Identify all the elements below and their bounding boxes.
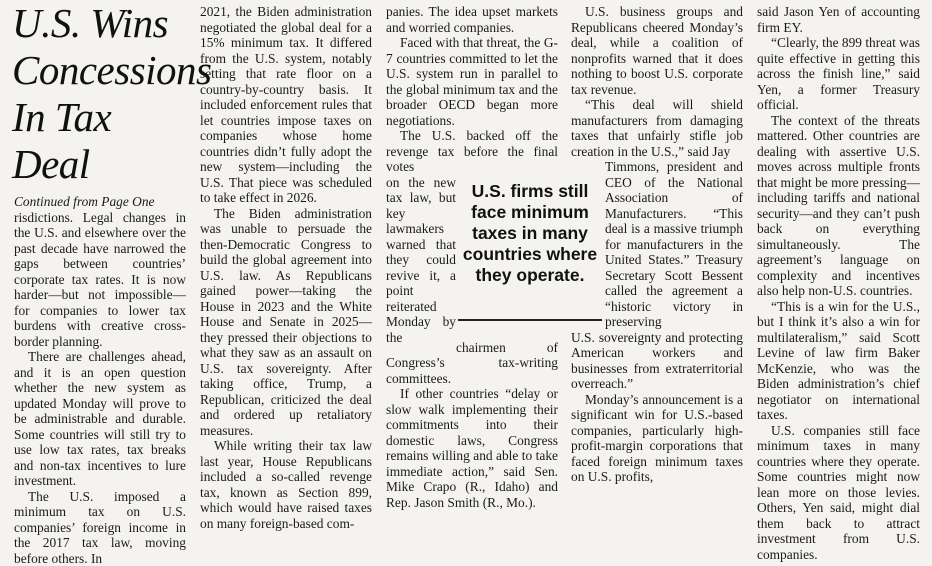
body-paragraph: risdictions. Legal changes in the U.S. and elsewhere over the past decade have narrowed the gaps between countries’ corporate tax rates. It is now harder—but not impossible—for companies to lower tax burdens with creative cross-border planning.	[14, 210, 186, 350]
body-paragraph: U.S. sovereignty and protecting American workers and businesses from extraterritorial overreach.”	[571, 330, 743, 392]
wrap-text: Timmons, president and CEO of the National Association of Manufacturers. “This deal is a massive triumph for manufacturers in the United States.” Treasury Secretary Scott Bessent called the agreement a “historic victory in preserving	[571, 159, 743, 330]
body-paragraph: 2021, the Biden administration negotiated the global deal for a 15% minimum tax. It differed from the U.S. system, notably setting that rate floor on a country-by-country basis. It included enforcement rules that let countries impose taxes on companies whose home countries didn’t fully adopt the new system—including the U.S. That piece was scheduled to take effect in 2026.	[200, 4, 372, 206]
body-paragraph: While writing their tax law last year, House Republicans included a so-called revenge tax, known as Section 899, which would have raised taxes on many foreign-based com-	[200, 438, 372, 531]
column-1	[14, 0, 186, 498]
body-paragraph: chairmen of Congress’s tax-writing committees.	[386, 175, 558, 387]
continued-from-label: Continued from Page One	[14, 194, 186, 210]
column-2	[200, 4, 372, 498]
body-paragraph: There are challenges ahead, and it is an open question whether the new system as updated Monday will prove to be administrable and durable. Some countries will still try to use low tax rates, tax breaks and non-tax incentives to lure investment.	[14, 349, 186, 489]
column-5	[757, 4, 920, 498]
pull-quote: U.S. firms still face minimum taxes in many countries where they operate.	[458, 173, 602, 321]
body-paragraph: panies. The idea upset markets and worried companies.	[386, 4, 558, 35]
body-paragraph: U.S. companies still face minimum taxes in many countries where they operate. Some countries might now lean more on those levies. Others, Yen said, might dial them back to attract investment from U.S. companies.	[757, 423, 920, 563]
body-paragraph: Faced with that threat, the G-7 countries committed to let the U.S. system run in parallel to the global minimum tax and the broader OECD began more negotiations.	[386, 35, 558, 128]
body-paragraph: said Jason Yen of accounting firm EY.	[757, 4, 920, 35]
body-paragraph: U.S. business groups and Republicans cheered Monday’s deal, while a coalition of nonprofits warned that it does nothing to boost U.S. corporate tax revenue.	[571, 4, 743, 97]
body-paragraph: Monday’s announcement is a significant win for U.S.-based companies, particularly high-profit-margin corporations that faced foreign minimum taxes on U.S. profits,	[571, 392, 743, 485]
body-paragraph: If other countries “delay or slow walk implementing their commitments into their domestic laws, Congress remains willing and able to take immediate action,” said Sen. Mike Crapo (R., Idaho) and Rep. Jason Smith (R., Mo.).	[386, 386, 558, 510]
body-paragraph: “This is a win for the U.S., but I think it’s also a win for multilateralism,” said Scott Levine of law firm Baker McKenzie, who was the Biden administration’s chief negotiator on international taxes.	[757, 299, 920, 423]
body-paragraph: The U.S. imposed a minimum tax on U.S. companies’ foreign income in the 2017 tax law, moving before others. In	[14, 489, 186, 566]
body-paragraph: The Biden administration was unable to persuade the then-Democratic Congress to build the global agreement into U.S. law. As Republicans gained power—taking the House in 2023 and the White House and Senate in 2025—they pressed their objections to what they saw as an assault on U.S. tax sovereignty. After taking office, Trump, a Republican, criticized the deal and ordered up retaliatory measures.	[200, 206, 372, 439]
body-paragraph: “Clearly, the 899 threat was quite effective in getting this across the finish line,” said Yen, a former Treasury official.	[757, 35, 920, 113]
body-paragraph: The context of the threats mattered. Other countries are dealing with assertive U.S. moves across multiple fronts that might be more pressing—including tariffs and national security—and they can’t push back on everything simultaneously. The agreement’s language on complexity and incentives also help non-U.S. countries.	[757, 113, 920, 299]
headline: U.S. Wins Concessions In Tax Deal	[12, 0, 186, 188]
body-paragraph: The U.S. backed off the revenge tax before the final votes	[386, 128, 558, 175]
body-paragraph: “This deal will shield manufacturers from damaging taxes that unfairly stifle job creation in the U.S.,” said Jay	[571, 97, 743, 159]
wrap-text: on the new tax law, but key lawmakers warned that they could revive it, a point reiterated Monday by the	[386, 175, 456, 346]
